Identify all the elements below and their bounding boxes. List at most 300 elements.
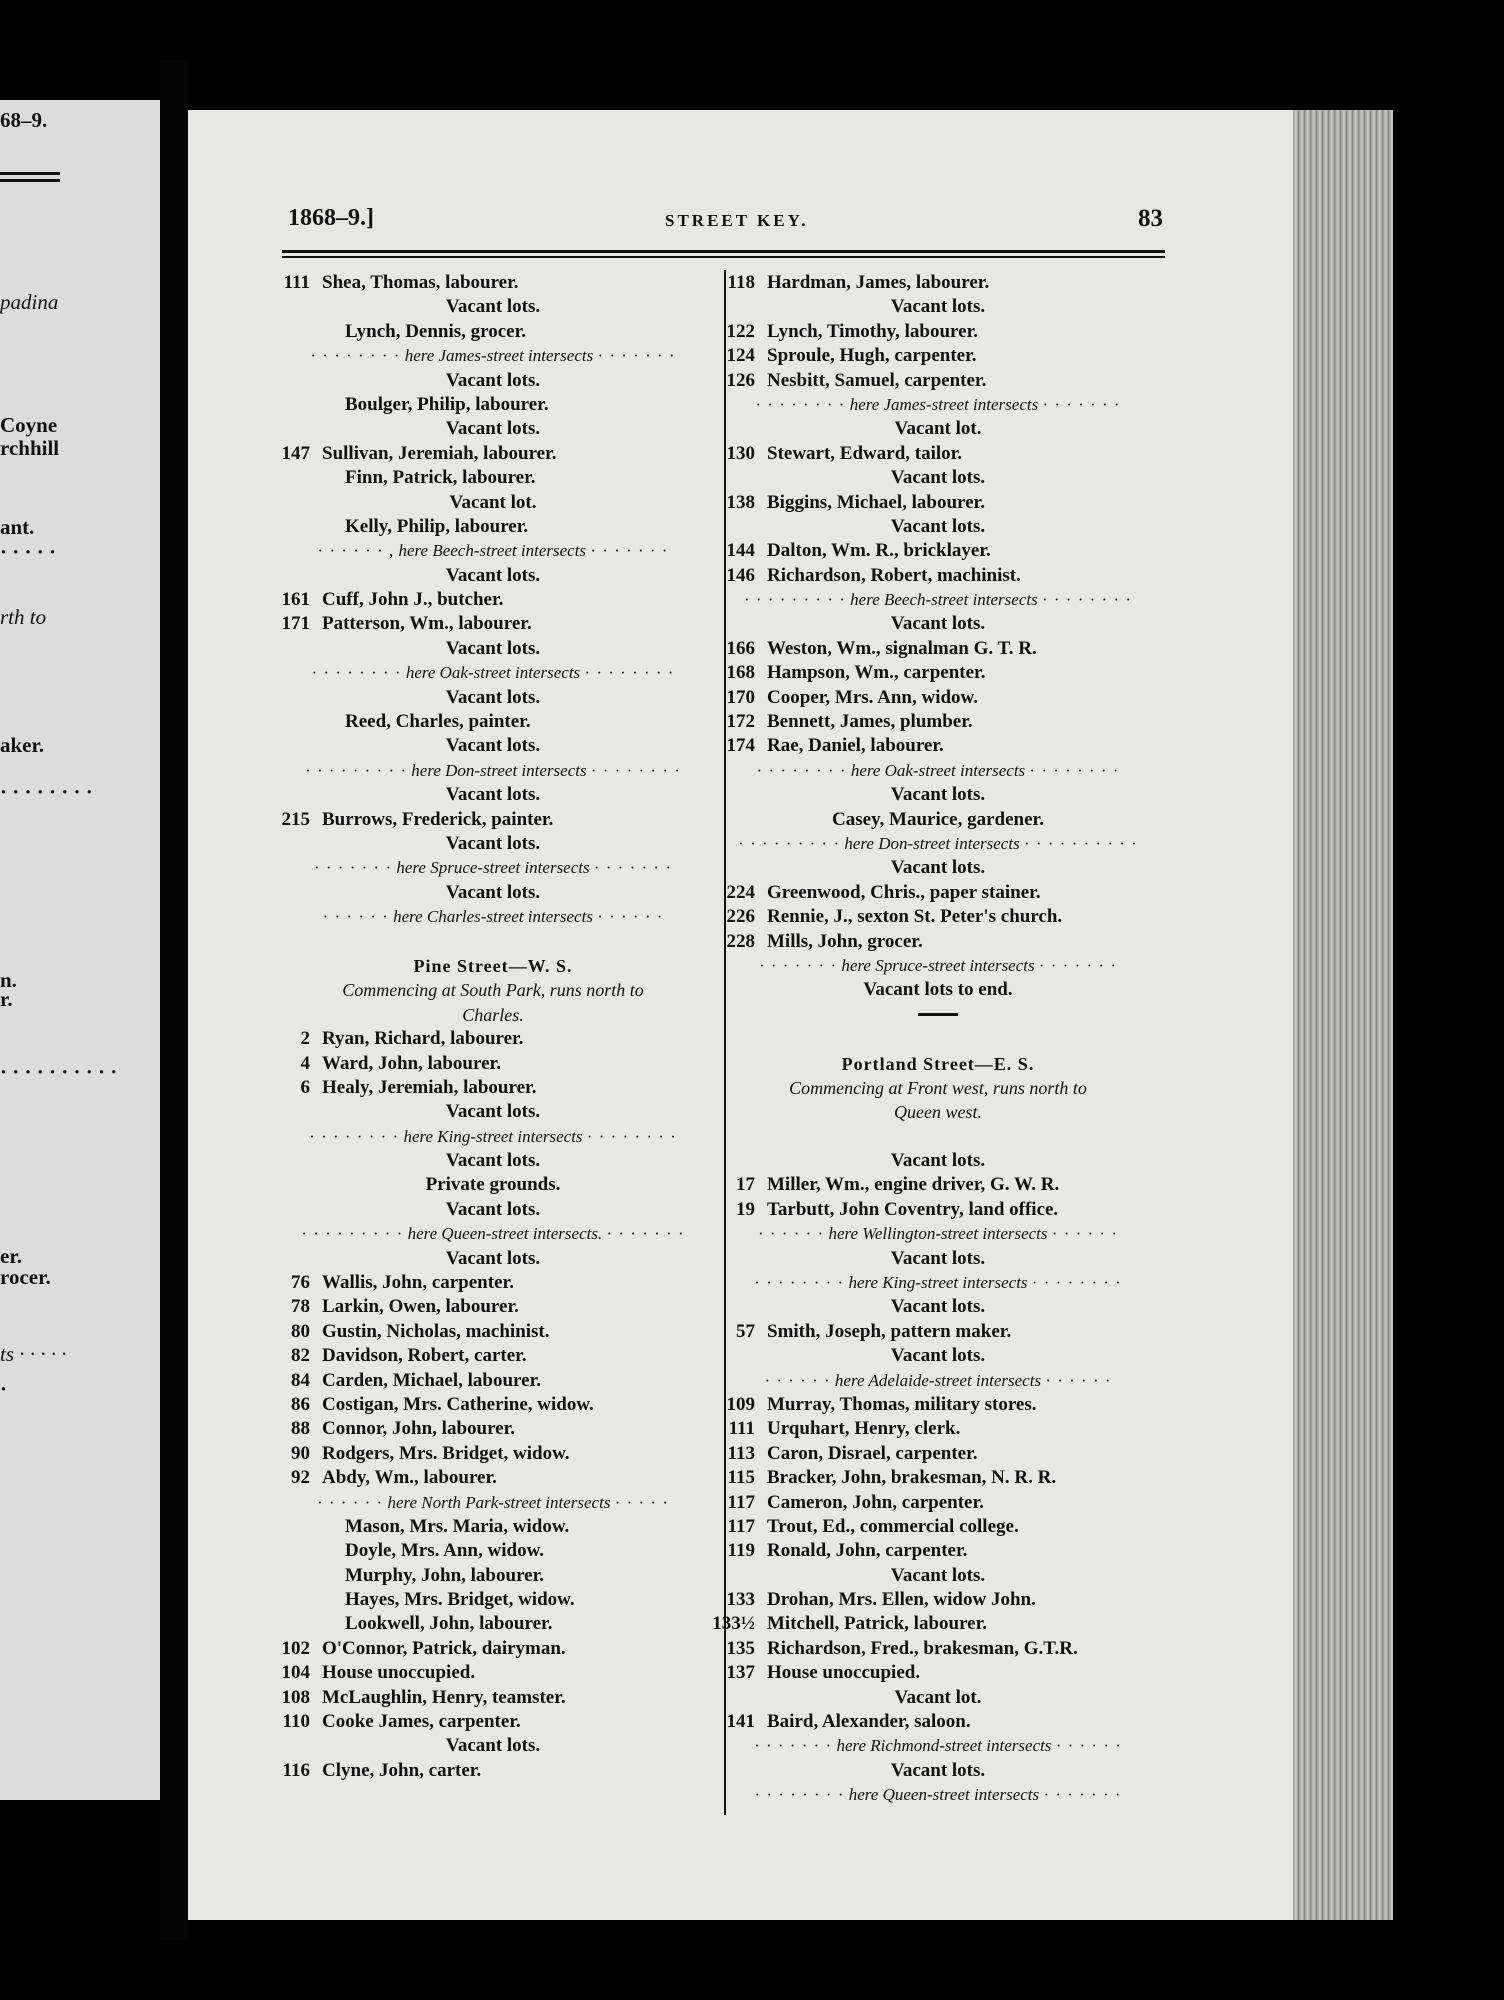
intersection-line	[708, 1734, 1168, 1758]
centered-note	[263, 637, 723, 661]
leader-dots: · · · · · · · ·	[1041, 590, 1133, 610]
directory-entry	[263, 1539, 723, 1563]
resident-name: Wallis, John, carpenter.	[322, 1272, 514, 1294]
directory-entry	[708, 930, 1168, 954]
directory-entry	[263, 1320, 723, 1344]
leader-dots: · · · · · · · ·	[1029, 760, 1120, 780]
leader-dots: · · · · · · ·	[754, 1736, 833, 1756]
directory-entry	[708, 1515, 1168, 1539]
leader-dots: · · · · · · · · ·	[743, 590, 846, 610]
intersection-text: here Queen-street intersects	[848, 1785, 1044, 1805]
leader-dots: · · · · · · · ·	[1031, 1273, 1122, 1293]
house-number: 122	[726, 320, 755, 342]
leader-dots: · · · · · · ·	[590, 541, 669, 561]
centered-note	[708, 1344, 1168, 1368]
resident-name: Gustin, Nicholas, machinist.	[322, 1320, 550, 1342]
centered-note	[263, 564, 723, 588]
leader-dots: · · · · · · · ·	[756, 760, 847, 780]
centered-note	[263, 1734, 723, 1758]
leader-dots: · · · · · · · ·	[309, 1126, 400, 1146]
directory-entry	[708, 320, 1168, 344]
resident-name: Davidson, Robert, carter.	[322, 1345, 527, 1367]
house-number: 6	[300, 1076, 310, 1098]
directory-entry	[708, 686, 1168, 710]
intersection-text: here Charles-street intersects	[393, 907, 598, 927]
house-number: 80	[291, 1320, 310, 1342]
intersection-text: here Queen-street intersects.	[407, 1224, 607, 1244]
resident-name: Cuff, John J., butcher.	[322, 589, 504, 611]
house-number: 78	[291, 1296, 310, 1318]
leader-dots: · · · · · · · ·	[755, 394, 846, 414]
running-head-year: 1868–9.]	[288, 205, 374, 231]
centered-note	[708, 612, 1168, 636]
directory-entry	[708, 637, 1168, 661]
leader-dots: · · · · · · · ·	[586, 1126, 677, 1146]
house-number: 172	[726, 711, 755, 733]
directory-entry	[263, 1295, 723, 1319]
house-number: 137	[726, 1662, 755, 1684]
note-text: Vacant lots.	[445, 881, 541, 903]
intersection-line	[263, 1222, 723, 1246]
leader-dots: · · · · · · ·	[1038, 955, 1117, 975]
directory-entry	[708, 881, 1168, 905]
house-number: 124	[726, 345, 755, 367]
note-text: Vacant lot.	[449, 491, 537, 513]
street-description: Queen west.	[894, 1102, 982, 1123]
house-number: 117	[727, 1515, 755, 1537]
centered-note	[708, 1295, 1168, 1319]
centered-note	[708, 295, 1168, 319]
resident-name: Reed, Charles, painter.	[345, 711, 531, 733]
house-number: 130	[726, 442, 755, 464]
note-text: Private grounds.	[425, 1174, 561, 1196]
note-text: Vacant lots.	[890, 1296, 986, 1318]
resident-name: Mitchell, Patrick, labourer.	[767, 1613, 988, 1635]
house-number: 166	[726, 637, 755, 659]
resident-name: Miller, Wm., engine driver, G. W. R.	[767, 1174, 1060, 1196]
resident-name: Rae, Daniel, labourer.	[767, 735, 944, 757]
note-text: Vacant lots.	[445, 637, 541, 659]
directory-entry	[263, 1588, 723, 1612]
resident-name: Trout, Ed., commercial college.	[767, 1515, 1019, 1537]
resident-name: Richardson, Robert, machinist.	[767, 564, 1021, 586]
resident-name: Mills, John, grocer.	[767, 930, 923, 952]
intersection-text: here King-street intersects	[848, 1273, 1032, 1293]
centered-note	[263, 734, 723, 758]
house-number: 109	[726, 1393, 755, 1415]
house-number: 133½	[712, 1613, 755, 1635]
house-number: 228	[726, 930, 755, 952]
house-number: 113	[727, 1442, 755, 1464]
divider-bar	[918, 1013, 958, 1016]
resident-name: Burrows, Frederick, painter.	[322, 808, 554, 830]
centered-note	[708, 515, 1168, 539]
directory-entry	[708, 1637, 1168, 1661]
resident-name: Tarbutt, John Coventry, land office.	[767, 1198, 1059, 1220]
resident-name: Drohan, Mrs. Ellen, widow John.	[767, 1589, 1036, 1611]
house-number: 104	[281, 1662, 310, 1684]
note-text: Vacant lots.	[445, 1101, 541, 1123]
directory-entry	[263, 1442, 723, 1466]
blank-line	[708, 1027, 1168, 1051]
centered-note	[263, 491, 723, 515]
directory-entry	[708, 734, 1168, 758]
resident-name: Cooke James, carpenter.	[322, 1711, 521, 1733]
house-number: 115	[727, 1467, 755, 1489]
resident-name: Mason, Mrs. Maria, widow.	[345, 1515, 570, 1537]
resident-name: Carden, Michael, labourer.	[322, 1369, 542, 1391]
directory-entry	[708, 1320, 1168, 1344]
resident-name: Rodgers, Mrs. Bridget, widow.	[322, 1442, 570, 1464]
house-number: 168	[726, 662, 755, 684]
intersection-text: here Oak-street intersects	[405, 663, 585, 683]
centered-note	[708, 783, 1168, 807]
intersection-text: here Wellington-street intersects	[828, 1224, 1052, 1244]
previous-page-fragment: ·	[0, 1377, 8, 1401]
intersection-line	[263, 759, 723, 783]
house-number: 224	[726, 881, 755, 903]
intersection-line	[263, 539, 723, 563]
previous-page-fragment: Coyne	[0, 413, 58, 437]
intersection-text: here James-street intersects	[849, 394, 1043, 414]
directory-entry	[708, 344, 1168, 368]
directory-entry	[708, 661, 1168, 685]
house-number: 141	[726, 1711, 755, 1733]
directory-entry	[263, 1027, 723, 1051]
leader-dots: · · · · · ·	[316, 1492, 384, 1512]
intersection-text: here Adelaide-street intersects	[834, 1370, 1046, 1390]
leader-dots: · · · · ·	[614, 1492, 670, 1512]
note-text: Vacant lots.	[445, 784, 541, 806]
resident-name: Ward, John, labourer.	[322, 1052, 501, 1074]
centered-note	[708, 417, 1168, 441]
intersection-line	[263, 661, 723, 685]
directory-entry	[263, 1612, 723, 1636]
street-description: Commencing at Front west, runs north to	[789, 1077, 1087, 1098]
house-number: 174	[726, 735, 755, 757]
leader-dots: · · · · · · ·	[606, 1224, 685, 1244]
left-column	[263, 271, 723, 1783]
centered-note	[708, 466, 1168, 490]
blank-line	[263, 930, 723, 954]
house-number: 110	[282, 1711, 310, 1733]
intersection-line	[263, 1491, 723, 1515]
directory-entry	[263, 710, 723, 734]
intersection-line	[263, 1125, 723, 1149]
resident-name: Lynch, Dennis, grocer.	[345, 320, 527, 342]
resident-name: Sullivan, Jeremiah, labourer.	[322, 442, 557, 464]
leader-dots: · · · · · · · ·	[584, 663, 675, 683]
resident-name: Biggins, Michael, labourer.	[767, 491, 985, 513]
directory-entry	[263, 1686, 723, 1710]
resident-name: Murray, Thomas, military stores.	[767, 1393, 1037, 1415]
centered-note	[263, 1100, 723, 1124]
house-number: 4	[300, 1052, 310, 1074]
running-head-title: STREET KEY.	[665, 211, 809, 230]
note-text: Vacant lots.	[890, 613, 986, 635]
centered-note	[263, 1149, 723, 1173]
leader-dots: · · · · · ·	[1055, 1736, 1122, 1756]
house-number: 119	[727, 1540, 755, 1562]
note-text: Vacant lots to end.	[863, 979, 1013, 1001]
resident-name: Bracker, John, brakesman, N. R. R.	[767, 1467, 1057, 1489]
directory-entry	[708, 1661, 1168, 1685]
resident-name: Bennett, James, plumber.	[767, 711, 973, 733]
directory-entry	[708, 905, 1168, 929]
resident-name: Rennie, J., sexton St. Peter's church.	[767, 906, 1063, 928]
directory-entry	[263, 612, 723, 636]
directory-entry	[708, 1173, 1168, 1197]
intersection-line	[708, 1783, 1168, 1807]
directory-entry	[708, 1466, 1168, 1490]
house-number: 138	[726, 491, 755, 513]
note-text: Vacant lots.	[445, 369, 541, 391]
house-number: 2	[300, 1028, 310, 1050]
resident-name: Healy, Jeremiah, labourer.	[322, 1076, 537, 1098]
resident-name: Murphy, John, labourer.	[345, 1564, 545, 1586]
directory-entry	[708, 369, 1168, 393]
directory-entry	[263, 1052, 723, 1076]
house-number: 116	[282, 1759, 310, 1781]
directory-entry	[263, 1466, 723, 1490]
intersection-text: here Richmond-street intersects	[836, 1736, 1056, 1756]
directory-entry	[263, 1369, 723, 1393]
leader-dots: · · · · · ·	[757, 1224, 825, 1244]
directory-entry	[263, 1344, 723, 1368]
section-divider	[708, 1003, 1168, 1027]
intersection-line	[708, 588, 1168, 612]
house-number: 133	[726, 1589, 755, 1611]
directory-entry	[708, 1612, 1168, 1636]
directory-entry	[708, 1417, 1168, 1441]
leader-dots: · · · · · · · ·	[754, 1273, 845, 1293]
directory-entry	[708, 442, 1168, 466]
house-number: 117	[727, 1491, 755, 1513]
directory-entry	[263, 393, 723, 417]
directory-entry	[263, 808, 723, 832]
leader-dots: · · · · · · ·	[758, 955, 838, 975]
directory-entry	[263, 1759, 723, 1783]
centered-note	[708, 1564, 1168, 1588]
directory-entry	[708, 1710, 1168, 1734]
resident-name: Sproule, Hugh, carpenter.	[767, 345, 977, 367]
house-number: 102	[281, 1637, 310, 1659]
house-number: 82	[291, 1345, 310, 1367]
resident-name: Larkin, Owen, labourer.	[322, 1296, 519, 1318]
house-number: 126	[726, 369, 755, 391]
directory-entry	[708, 491, 1168, 515]
previous-page-fragment: · · · · · · · · · ·	[0, 1060, 118, 1084]
house-number: 170	[726, 686, 755, 708]
leader-dots: · · · · · · · ·	[310, 346, 401, 366]
resident-name: House unoccupied.	[767, 1662, 921, 1684]
house-number: 84	[291, 1369, 310, 1391]
resident-name: Ryan, Richard, labourer.	[322, 1028, 524, 1050]
house-number: 147	[281, 442, 310, 464]
directory-entry	[708, 1198, 1168, 1222]
leader-dots: · · · · · ·	[322, 907, 389, 927]
directory-entry	[708, 564, 1168, 588]
previous-page-fragment: ts · · · · ·	[0, 1342, 67, 1366]
centered-note	[263, 1247, 723, 1271]
leader-dots: · · · · · · · · ·	[738, 833, 841, 853]
directory-entry	[708, 1491, 1168, 1515]
leader-dots: · · · · · ·	[597, 907, 664, 927]
centered-note	[263, 417, 723, 441]
directory-entry	[708, 1442, 1168, 1466]
intersection-text: here James-street intersects	[404, 346, 598, 366]
directory-entry	[263, 466, 723, 490]
previous-page-fragment: rth to	[0, 605, 47, 629]
centered-note	[263, 1198, 723, 1222]
resident-name: House unoccupied.	[322, 1662, 476, 1684]
note-text: Vacant lots.	[890, 1759, 986, 1781]
page-number: 83	[1138, 205, 1163, 232]
resident-name: Abdy, Wm., labourer.	[322, 1467, 497, 1489]
centered-note	[263, 686, 723, 710]
house-number: 144	[726, 540, 755, 562]
note-text: Vacant lots.	[890, 857, 986, 879]
street-heading: Portland Street—E. S.	[841, 1053, 1035, 1074]
intersection-text: here Beech-street intersects	[398, 541, 591, 561]
leader-dots: · · · · · ·	[1045, 1370, 1112, 1390]
directory-entry	[263, 1710, 723, 1734]
previous-page-fragment: padina	[0, 290, 59, 314]
resident-name: Urquhart, Henry, clerk.	[767, 1418, 961, 1440]
note-text: Vacant lots.	[890, 1345, 986, 1367]
leader-dots: · · · · · ·	[1051, 1224, 1118, 1244]
previous-page-fragment: er.	[0, 1244, 22, 1268]
centered-note	[263, 1173, 723, 1197]
note-text: Vacant lots.	[890, 515, 986, 537]
resident-name: Shea, Thomas, labourer.	[322, 272, 519, 293]
centered-note	[263, 369, 723, 393]
centered-note	[263, 881, 723, 905]
note-text: Vacant lots.	[445, 564, 541, 586]
house-number: 118	[727, 272, 755, 293]
intersection-line	[708, 1369, 1168, 1393]
directory-entry	[263, 1393, 723, 1417]
street-heading: Pine Street—W. S.	[413, 955, 573, 976]
leader-dots: · · · · · · · · ·	[301, 1224, 404, 1244]
intersection-line	[263, 856, 723, 880]
house-number: 215	[281, 808, 310, 830]
house-number: 76	[291, 1272, 310, 1294]
house-number: 108	[281, 1686, 310, 1708]
previous-page-fragment: · · · · · · · ·	[0, 780, 93, 804]
intersection-text: here Beech-street intersects	[850, 590, 1042, 610]
house-number: 17	[736, 1174, 755, 1196]
leader-dots: · · · · · · · · ·	[305, 760, 408, 780]
note-text: Vacant lots.	[890, 296, 986, 318]
house-number: 111	[283, 272, 310, 293]
note-text: Vacant lots.	[445, 1198, 541, 1220]
directory-entry	[263, 1564, 723, 1588]
directory-entry	[263, 588, 723, 612]
note-text: Vacant lots.	[890, 784, 986, 806]
intersection-line	[708, 832, 1168, 856]
right-column	[708, 271, 1168, 1808]
directory-entry	[263, 442, 723, 466]
note-text: Vacant lots.	[445, 1247, 541, 1269]
header-rule	[282, 256, 1165, 258]
note-text: Vacant lots.	[445, 1150, 541, 1172]
resident-name: O'Connor, Patrick, dairyman.	[322, 1637, 566, 1659]
centered-note	[708, 1686, 1168, 1710]
intersection-text: here Don-street intersects	[844, 833, 1024, 853]
leader-dots: · · · · · · ·	[597, 346, 676, 366]
resident-name: Lookwell, John, labourer.	[345, 1613, 553, 1635]
leader-dots: · · · · · · · ·	[754, 1785, 845, 1805]
note-text: Vacant lots.	[445, 832, 541, 854]
blank-line	[708, 1125, 1168, 1149]
resident-name: McLaughlin, Henry, teamster.	[322, 1686, 566, 1708]
previous-page-fragment: · · · · ·	[0, 540, 57, 564]
leader-dots: · · · · · · ·	[313, 858, 393, 878]
resident-name: Hayes, Mrs. Bridget, widow.	[345, 1589, 575, 1611]
house-number: 88	[291, 1418, 310, 1440]
resident-name: Patterson, Wm., labourer.	[322, 613, 532, 635]
note-text: Vacant lots.	[445, 735, 541, 757]
centered-note	[708, 978, 1168, 1002]
directory-entry	[708, 1588, 1168, 1612]
intersection-line	[263, 905, 723, 929]
street-description: Charles.	[462, 1004, 524, 1025]
house-number: 111	[728, 1418, 755, 1440]
leader-dots: · · · · · · · · · ·	[1023, 833, 1138, 853]
resident-name: Stewart, Edward, tailor.	[767, 442, 963, 464]
directory-entry	[708, 271, 1168, 295]
note-text: Vacant lots.	[445, 296, 541, 318]
leader-dots: · · · · · · ,	[317, 541, 395, 561]
resident-name: Cameron, John, carpenter.	[767, 1491, 984, 1513]
directory-entry	[263, 1637, 723, 1661]
note-text: Vacant lots.	[445, 686, 541, 708]
leader-dots: · · · · · · ·	[593, 858, 672, 878]
note-text: Vacant lots.	[445, 1735, 541, 1757]
directory-entry	[263, 1271, 723, 1295]
directory-entry	[263, 1661, 723, 1685]
note-text: Vacant lots.	[890, 1564, 986, 1586]
note-text: Vacant lot.	[894, 418, 982, 440]
intersection-line	[263, 344, 723, 368]
resident-name: Finn, Patrick, labourer.	[345, 467, 536, 489]
note-text: Vacant lots.	[890, 467, 986, 489]
directory-entry	[708, 539, 1168, 563]
resident-name: Costigan, Mrs. Catherine, widow.	[322, 1393, 594, 1415]
previous-page-fragment: r.	[0, 987, 13, 1011]
house-number: 19	[736, 1198, 755, 1220]
header-rule	[282, 250, 1165, 253]
resident-name: Dalton, Wm. R., bricklayer.	[767, 540, 991, 562]
house-number: 226	[726, 906, 755, 928]
centered-note	[708, 1759, 1168, 1783]
house-number: 90	[291, 1442, 310, 1464]
previous-page-fragment: rocer.	[0, 1265, 51, 1289]
resident-name: Weston, Wm., signalman G. T. R.	[767, 637, 1037, 659]
leader-dots: · · · · · · ·	[1042, 394, 1121, 414]
previous-page-fragment: 68–9.	[0, 108, 48, 132]
note-text: Vacant lots.	[890, 1150, 986, 1172]
directory-entry	[263, 320, 723, 344]
directory-entry	[263, 1076, 723, 1100]
intersection-line	[708, 393, 1168, 417]
intersection-text: here Spruce-street intersects	[841, 955, 1039, 975]
previous-page-fragment: aker.	[0, 733, 45, 757]
resident-name: Kelly, Philip, labourer.	[345, 515, 529, 537]
note-text: Vacant lots.	[890, 1247, 986, 1269]
house-number: 92	[291, 1467, 310, 1489]
